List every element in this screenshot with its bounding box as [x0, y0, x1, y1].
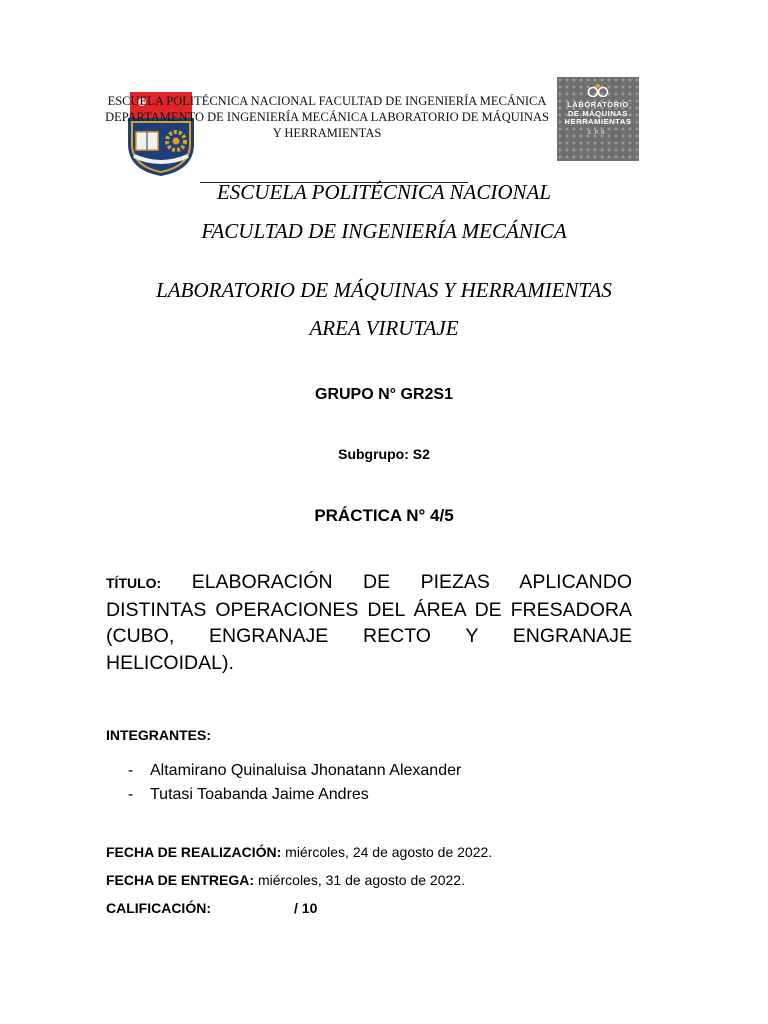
bullet: -	[128, 762, 134, 779]
delivery-date-value: miércoles, 31 de agosto de 2022.	[257, 872, 465, 888]
title-label: TÍTULO:	[106, 575, 162, 591]
grade-label: CALIFICACIÓN:	[106, 900, 211, 916]
bullet: -	[128, 786, 134, 803]
title-text: ELABORACIÓN DE PIEZAS APLICANDO DISTINTAS OPERACIONES DEL ÁREA DE FRESADORA (CUBO, ENGRANAJE RECTO Y ENGRANAJE HELICOIDAL).	[106, 571, 633, 674]
school-title: ESCUELA POLITÉCNICA NACIONAL	[216, 180, 552, 204]
delivery-date-label: FECHA DE ENTREGA:	[106, 872, 255, 888]
group-number: GRUPO N° GR2S1	[315, 386, 453, 403]
list-item	[128, 760, 461, 782]
header-institution-text: ESCUELA POLITÉCNICA NACIONAL FACULTAD DE INGENIERÍA MECÁNICA DEPARTAMENTO DE INGENIERÍA MECÁNICA LABORATORIO DE MÁQUINAS Y HERRAMIENTAS	[105, 94, 549, 140]
delivery-date	[106, 871, 465, 889]
realization-date-label: FECHA DE REALIZACIÓN:	[106, 844, 282, 860]
faculty-title: FACULTAD DE INGENIERÍA MECÁNICA	[201, 219, 567, 243]
practice-number: PRÁCTICA N° 4/5	[314, 506, 454, 525]
member-name: Tutasi Toabanda Jaime Andres	[150, 786, 369, 803]
grade-value: / 10	[294, 900, 318, 916]
grade	[106, 899, 318, 917]
lab-logo-subtext: E.P.N.	[588, 129, 608, 136]
realization-date-value: miércoles, 24 de agosto de 2022.	[285, 844, 493, 860]
lab-title: LABORATORIO DE MÁQUINAS Y HERRAMIENTAS	[156, 278, 612, 302]
members-label: INTEGRANTES:	[106, 727, 211, 743]
practice-title	[106, 569, 632, 676]
subgroup: Subgrupo: S2	[338, 446, 430, 462]
gear-icon	[587, 83, 609, 97]
area-title: AREA VIRUTAJE	[309, 316, 459, 340]
realization-date	[106, 843, 492, 861]
lab-maquinas-herramientas-logo-icon	[557, 77, 639, 161]
list-item	[128, 784, 369, 806]
member-name: Altamirano Quinaluisa Jhonatann Alexander	[150, 762, 462, 779]
lab-logo-text: LABORATORIO DE MÁQUINAS HERRAMIENTAS	[564, 100, 632, 126]
